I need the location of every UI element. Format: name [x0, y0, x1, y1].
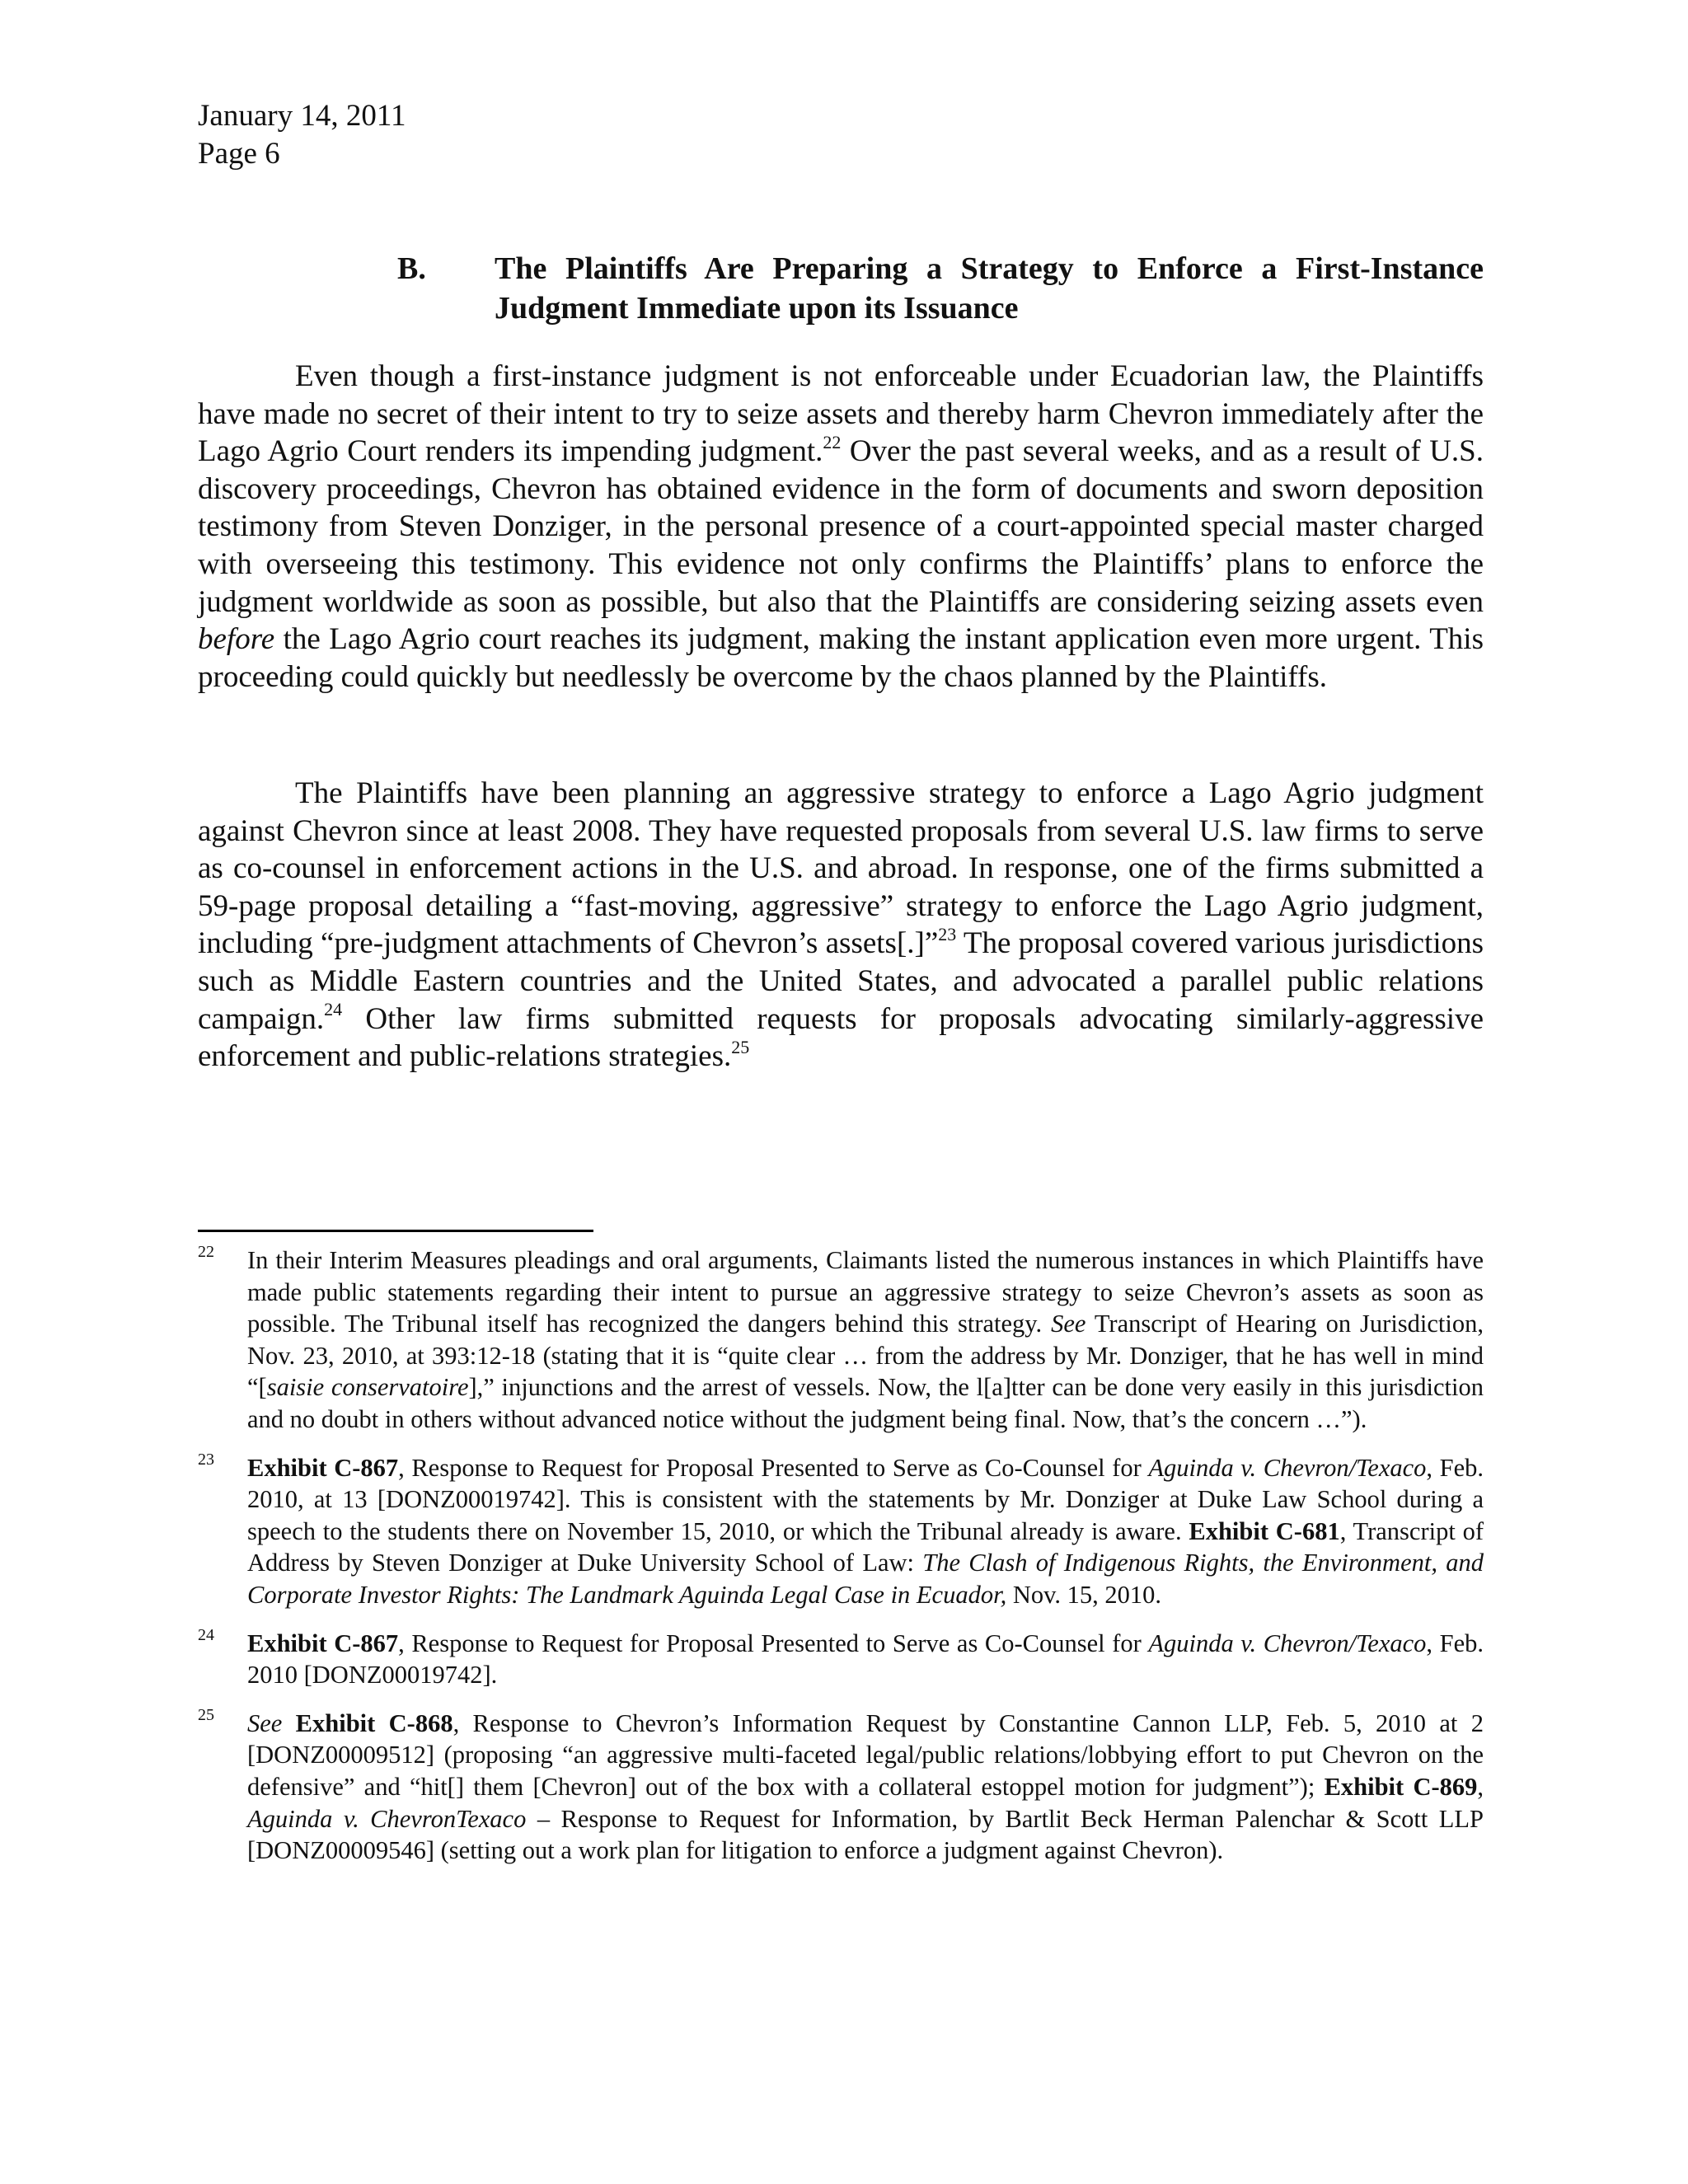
- footnotes: [198, 1244, 1484, 1883]
- footnote-number: 23: [198, 1450, 214, 1469]
- footnote-25: [198, 1705, 1484, 1867]
- section-title: The Plaintiffs Are Preparing a Strategy to Enforce a First-Instance Judgment Immediate upon its Issuance: [495, 251, 1484, 326]
- footnote-signal: See: [247, 1708, 283, 1737]
- exhibit-citation: Exhibit C-868: [282, 1708, 453, 1737]
- section-letter: B.: [397, 251, 426, 286]
- exhibit-citation: Exhibit C-867: [247, 1453, 399, 1482]
- section-heading: [397, 249, 1484, 328]
- footnote-number: 24: [198, 1625, 214, 1644]
- exhibit-citation: Exhibit C-869: [1324, 1772, 1478, 1801]
- footnote-text: , Response to Chevron’s Information Request by Constantine Cannon LLP, Feb. 5, 2010 at 2 [DONZ00009512] (proposing “an aggressive multi-faceted legal/public relations/lobbying effort to put Chevron on the defensive” and “hit[] them [Chevron] out of the box with a collateral estoppel motion for judgment”);: [247, 1708, 1484, 1801]
- footnote-24: [198, 1625, 1484, 1691]
- footnote-22: [198, 1244, 1484, 1436]
- footnote-signal: See: [1051, 1310, 1086, 1338]
- para1-text-3: the Lago Agrio court reaches its judgment, making the instant application even more urgent. This proceeding could quickly but needlessly be overcome by the chaos planned by the Plaintiffs.: [198, 622, 1484, 694]
- address-title: The Clash of Indigenous Rights, the Environment, and Corporate Investor Rights: The Landmark Aguinda Legal Case in Ecuador,: [247, 1549, 1484, 1609]
- header-date: January 14, 2011: [198, 99, 406, 133]
- header-page-number: Page 6: [198, 137, 280, 171]
- case-name: Aguinda v. ChevronTexaco: [247, 1804, 527, 1833]
- case-name: Aguinda v. Chevron/Texaco: [1148, 1629, 1427, 1657]
- para2-text-3: Other law firms submitted requests for proposals advocating similarly-aggressive enforcement and public-relations strategies.: [198, 1001, 1484, 1074]
- para2-text-2: The proposal covered various jurisdictions such as Middle Eastern countries and the United States, and advocated a parallel public relations campaign.: [198, 926, 1484, 1036]
- body-paragraph-1: [198, 358, 1484, 696]
- footnote-ref-23: 23: [938, 924, 957, 945]
- body-paragraph-2: [198, 775, 1484, 1076]
- para2-text-1: The Plaintiffs have been planning an aggressive strategy to enforce a Lago Agrio judgment against Chevron since at least 2008. They have requested proposals from several U.S. law firms to serve as co-counsel in enforcement actions in the U.S. and abroad. In response, one of the firms submitted a 59-page proposal detailing a “fast-moving, aggressive” strategy to enforce the Lago Agrio judgment, including “pre-judgment attachments of Chevron’s assets[.]”: [198, 776, 1484, 961]
- para1-emphasis: before: [198, 622, 275, 657]
- footnote-23: [198, 1452, 1484, 1611]
- footnote-separator: [198, 1230, 593, 1232]
- page-header: [198, 97, 406, 173]
- para1-text-2: Over the past several weeks, and as a result of U.S. discovery proceedings, Chevron has obtained evidence in the form of documents and sworn deposition testimony from Steven Donziger, in the personal presence of a court-appointed special master charged with overseeing this testimony. This evidence not only confirms the Plaintiffs’ plans to enforce the judgment worldwide as soon as possible, but also that the Plaintiffs are considering seizing assets even: [198, 434, 1484, 619]
- footnote-text: , Response to Request for Proposal Presented to Serve as Co-Counsel for: [398, 1629, 1149, 1657]
- footnote-text: – Response to Request for Information, by Bartlit Beck Herman Palenchar & Scott LLP [DONZ00009546] (setting out a work plan for litigation to enforce a judgment against Chevron).: [247, 1804, 1484, 1865]
- exhibit-citation: Exhibit C-867: [247, 1629, 399, 1657]
- exhibit-citation: Exhibit C-681: [1189, 1516, 1340, 1545]
- footnote-text: , Transcript of Address by Steven Donziger at Duke University School of Law:: [247, 1516, 1484, 1577]
- footnote-number: 22: [198, 1243, 214, 1261]
- case-name: Aguinda v. Chevron/Texaco: [1148, 1453, 1427, 1482]
- footnote-text: Nov. 15, 2010.: [1006, 1580, 1161, 1609]
- footnote-text: , Response to Request for Proposal Presented to Serve as Co-Counsel for: [398, 1453, 1149, 1482]
- footnote-text: In their Interim Measures pleadings and oral arguments, Claimants listed the numerous instances in which Plaintiffs have made public statements regarding their intent to pursue an aggressive strategy to seize Chevron’s assets as soon as possible. The Tribunal itself has recognized the dangers behind this strategy.: [247, 1246, 1484, 1338]
- footnote-number: 25: [198, 1705, 214, 1724]
- footnote-ref-22: 22: [823, 431, 842, 452]
- footnote-text: ],” injunctions and the arrest of vessels. Now, the l[a]tter can be done very easily in this jurisdiction and no doubt in others without advanced notice without the judgment being final. Now, that’s the concern …”).: [247, 1373, 1484, 1433]
- footnote-text: Transcript of Hearing on Jurisdiction, Nov. 23, 2010, at 393:12-18 (stating that it is “quite clear … from the address by Mr. Donziger, that he has well in mind “[: [247, 1310, 1484, 1402]
- footnote-ref-25: 25: [731, 1036, 750, 1057]
- footnote-ref-24: 24: [324, 999, 343, 1020]
- footnote-text: , Feb. 2010, at 13 [DONZ00019742]. This is consistent with the statements by Mr. Donziger at Duke Law School during a speech to the students there on November 15, 2010, or which the Tribunal already is aware.: [247, 1453, 1484, 1545]
- footnote-italic: saisie conservatoire: [266, 1373, 469, 1402]
- footnote-text: ,: [1477, 1772, 1484, 1801]
- footnote-text: , Feb. 2010 [DONZ00019742].: [247, 1629, 1484, 1690]
- para1-text-1: Even though a first-instance judgment is not enforceable under Ecuadorian law, the Plaintiffs have made no secret of their intent to try to seize assets and thereby harm Chevron immediately after the Lago Agrio Court renders its impending judgment.: [198, 359, 1484, 469]
